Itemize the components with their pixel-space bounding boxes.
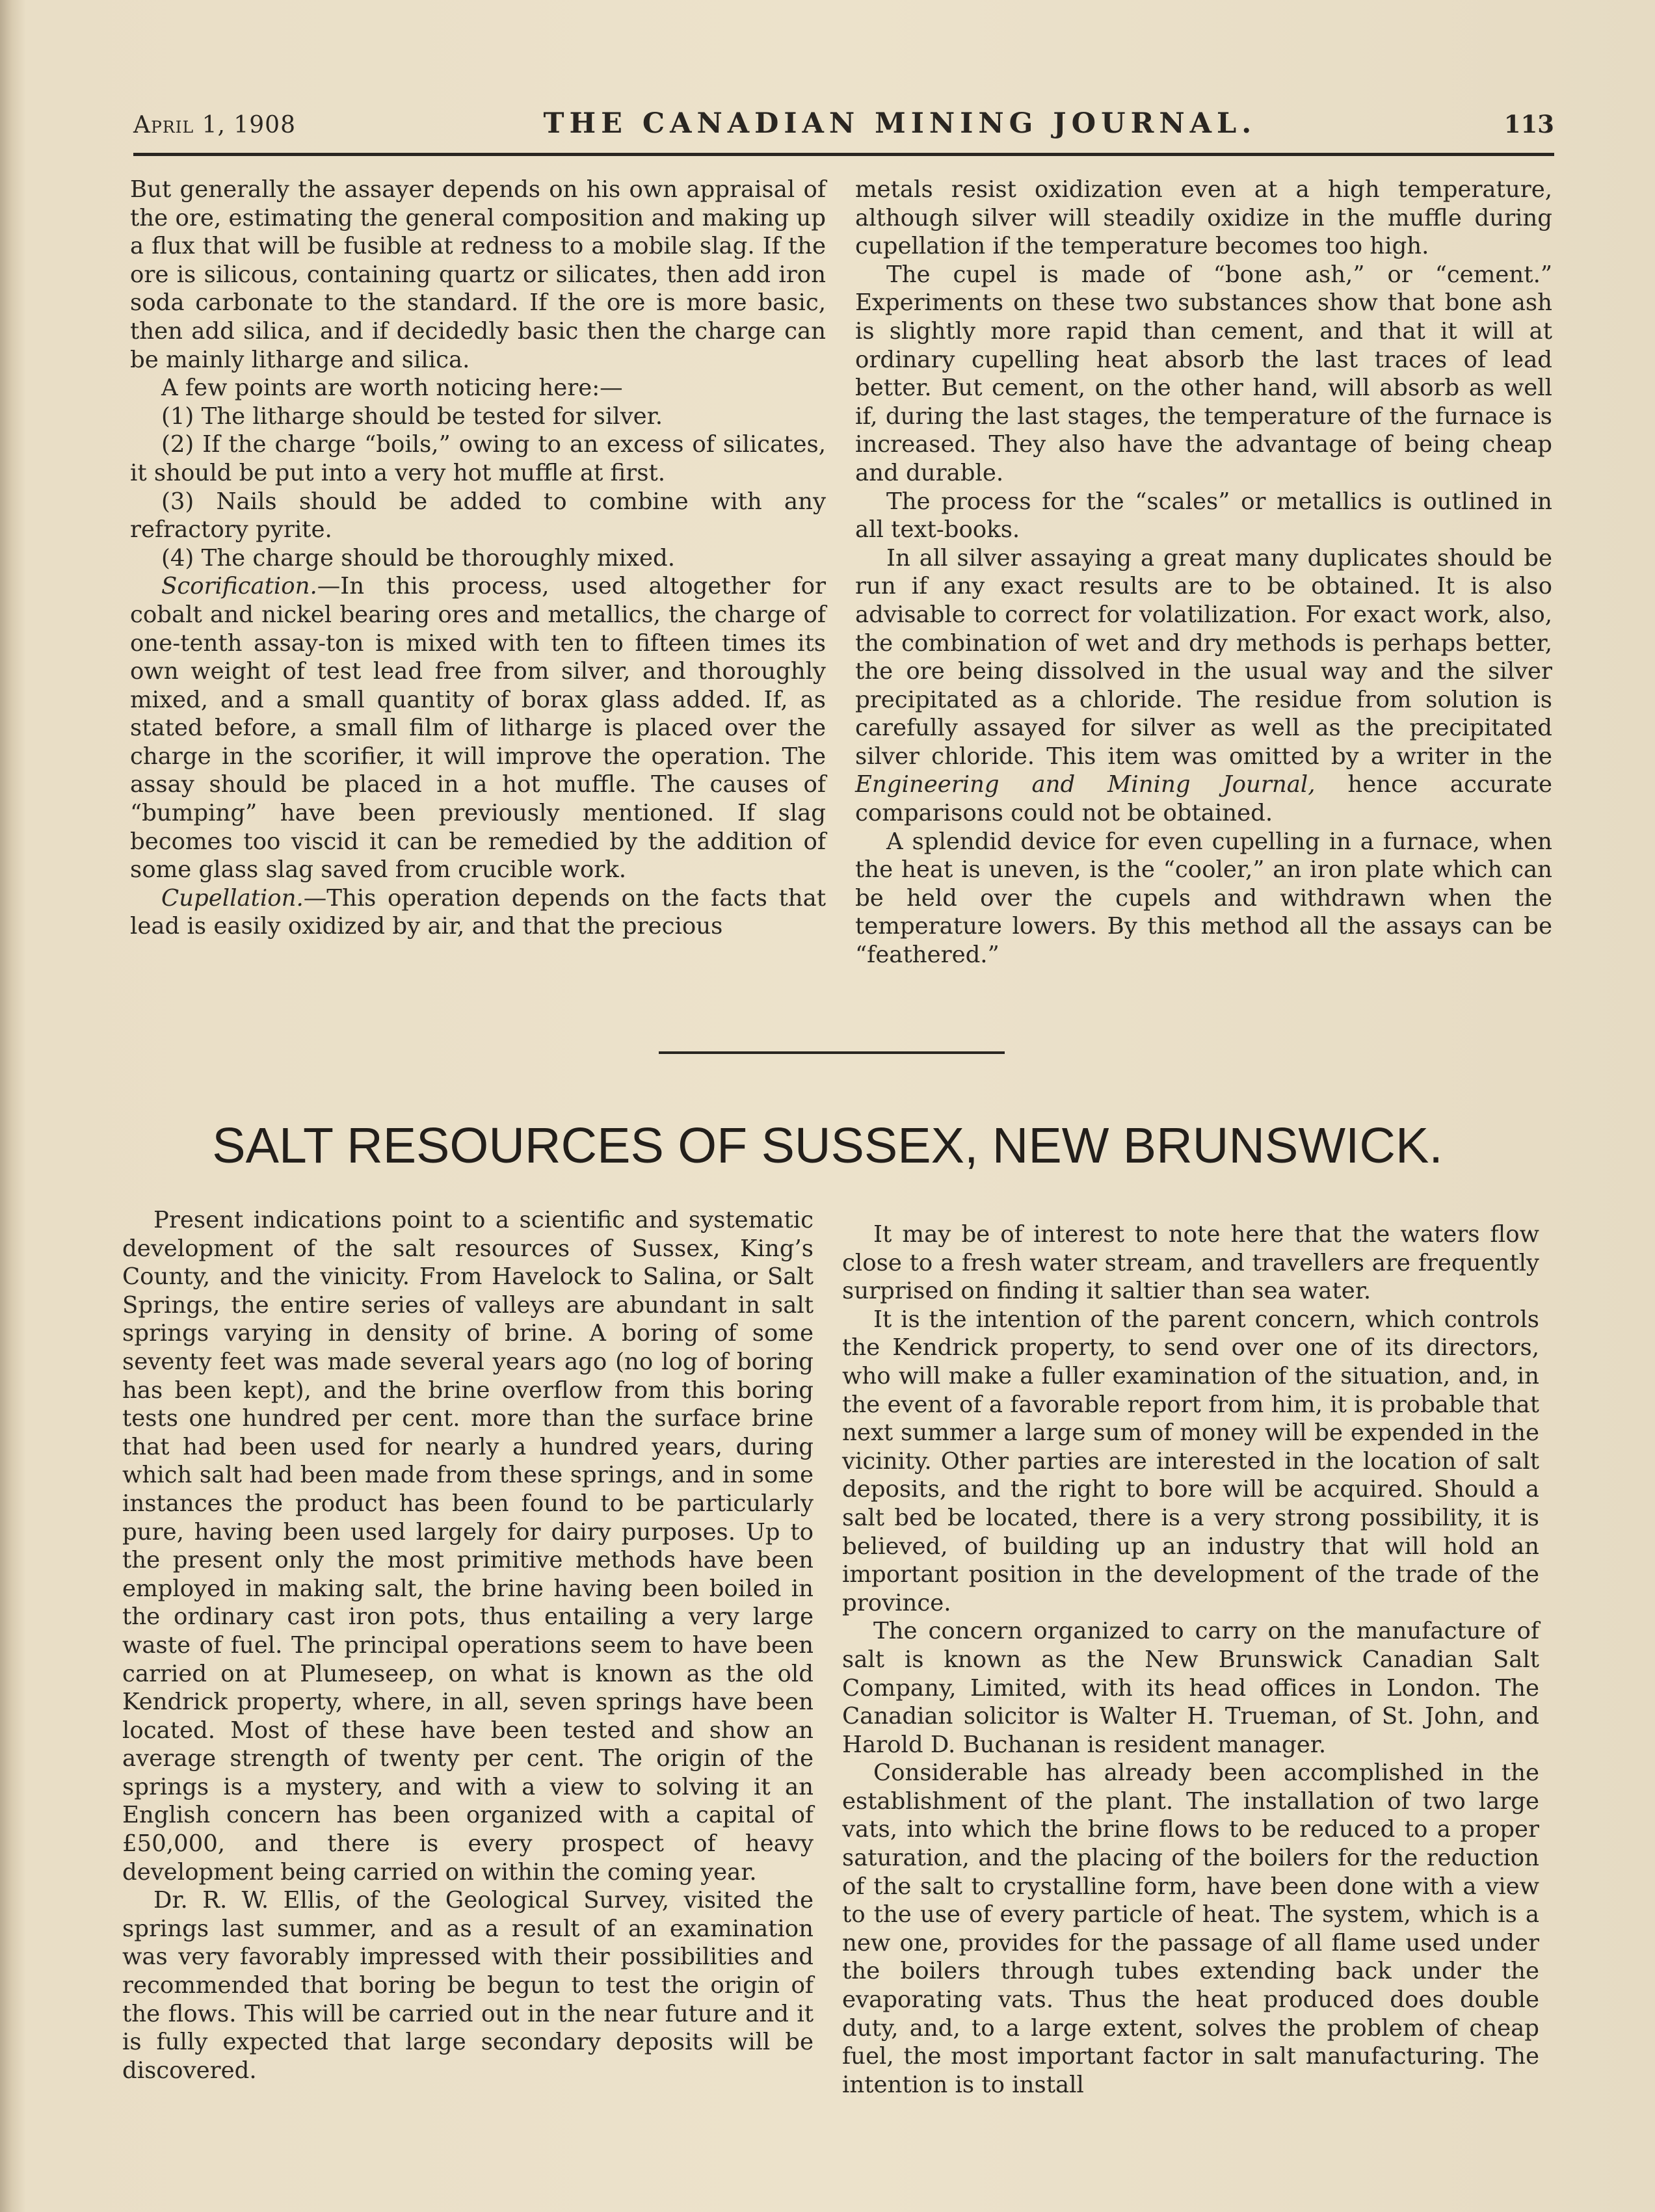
paragraph [130, 572, 826, 884]
paragraph: Present indications point to a scientific and systematic development of the salt resources of Sussex, King’s County, and the vinicity. From Havelock to Salina, or Salt Springs, the entire series of valleys are abundant in salt springs varying in density of brine. A boring of some seventy feet was made several years ago (no log of boring has been kept), and the brine overflow from this boring tests one hundred per cent. more than the surface brine that had been used for nearly a hundred years, during which salt had been made from these springs, and in some instances the product has been found to be particularly pure, having been used largely for dairy purposes. Up to the present only the most primitive methods have been employed in making salt, the brine having been boiled in the ordinary cast iron pots, thus entailing a very large waste of fuel. The principal operations seem to have been carried on at Plumeseep, on what is known as the old Kendrick property, where, in all, seven springs have been located. Most of these have been tested and show an average strength of twenty per cent. The origin of the springs is a mystery, and with a view to solving it an English concern has been organized with a capital of £50,000, and there is every prospect of heavy development being carried on within the coming year. [122, 1207, 814, 1886]
paragraph: A splendid device for even cupelling in a furnace, when the heat is uneven, is the “cooler,” an iron plate which can be held over the cupels and withdrawn when the temperature lowers. By this method all the assays can be “feathered.” [855, 828, 1552, 969]
article-title: SALT RESOURCES OF SUSSEX, NEW BRUNSWICK. [212, 1118, 1443, 1174]
assaying-column-right [855, 176, 1552, 969]
paragraph: The cupel is made of “bone ash,” or “cement.” Experiments on these two substances show that bone ash is slightly more rapid than cement, and that it will at ordinary cupelling heat absorb the last traces of lead better. But cement, on the other hand, will absorb as well if, during the last stages, the temperature of the furnace is increased. They also have the advantage of being cheap and durable. [855, 261, 1552, 486]
journal-reference: Engineering and Mining Journal, [855, 771, 1316, 798]
paragraph-text: In all silver assaying a great many duplicates should be run if any exact results are to be obtained. It is also advisable to correct for volatilization. For exact work, also, the combination of wet and dry methods is perhaps better, the ore being dissolved in the usual way and the silver precipitated as a chloride. The residue from solution is carefully assayed for silver as well as the precipitated silver chloride. This item was omitted by a writer in the [855, 544, 1552, 770]
list-item: (4) The charge should be thoroughly mixed. [161, 544, 676, 572]
journal-title: THE CANADIAN MINING JOURNAL. [543, 107, 1257, 140]
section-divider [659, 1051, 1005, 1054]
paragraph [130, 884, 826, 941]
paragraph: A few points are worth noticing here:— [161, 375, 623, 402]
paragraph: Dr. R. W. Ellis, of the Geological Survey, visited the springs last summer, and as a result of an examination was very favorably impressed with their possibilities and recommended that boring be begun to test the origin of the flows. This will be carried out in the near future and it is fully expected that large secondary deposits will be discovered. [122, 1887, 814, 2084]
list-item: (3) Nails should be added to combine with any refractory pyrite. [130, 488, 826, 544]
paragraph-text: hence accurate comparisons could not be obtained. [855, 771, 1553, 827]
issue-date: April 1, 1908 [133, 112, 296, 138]
paragraph-text: —In this process, used altogether for cobalt and nickel bearing ores and metallics, the charge of one-tenth assay-ton is mixed with ten to fifteen times its own weight of test lead free from silver, and thoroughly mixed, and a small quantity of borax glass added. If, as stated before, a small film of litharge is placed over the charge in the scorifier, it will improve the operation. The assay should be placed in a hot muffle. The causes of “bumping” have been previously mentioned. If slag becomes too viscid it can be remedied by the addition of some glass slag saved from crucible work. [130, 573, 826, 884]
running-header [133, 107, 1554, 156]
paragraph: metals resist oxidization even at a high temperature, although silver will steadily oxidize in the muffle during cupellation if the temperature becomes too high. [855, 176, 1552, 260]
paragraph: The concern organized to carry on the manufacture of salt is known as the New Brunswick Canadian Salt Company, Limited, with its head offices in London. The Canadian solicitor is Walter H. Trueman, of St. John, and Harold D. Buchanan is resident manager. [842, 1618, 1539, 1758]
paragraph: But generally the assayer depends on his own appraisal of the ore, estimating the general composition and making up a flux that will be fusible at redness to a mobile slag. If the ore is silicous, containing quartz or silicates, then add iron soda carbonate to the standard. If the ore is more basic, then add silica, and if decidedly basic then the charge can be mainly litharge and silica. [130, 176, 826, 373]
scorification-heading: Scorification. [161, 573, 317, 600]
paragraph [855, 544, 1552, 828]
page-number: 113 [1503, 110, 1554, 138]
assaying-column-left [130, 176, 826, 941]
paragraph-text: —This operation depends on the facts that lead is easily oxidized by air, and that the precious [130, 884, 826, 940]
salt-column-left [122, 1206, 814, 2085]
paragraph: The process for the “scales” or metallics is outlined in all text-books. [855, 488, 1552, 544]
list-item: (2) If the charge “boils,” owing to an excess of silicates, it should be put into a very hot muffle at first. [130, 431, 826, 486]
paragraph: It may be of interest to note here that the waters flow close to a fresh water stream, and travellers are frequently surprised on finding it saltier than sea water. [842, 1221, 1539, 1305]
cupellation-heading: Cupellation. [161, 884, 304, 912]
paragraph: It is the intention of the parent concern, which controls the Kendrick property, to send over one of its directors, who will make a fuller examination of the situation, and, in the event of a favorable report from him, it is probable that next summer a large sum of money will be expended in the vicinity. Other parties are interested in the location of salt deposits, and the right to bore will be acquired. Should a salt bed be located, there is a very strong possibility, it is believed, of building up an industry that will hold an important position in the development of the trade of the province. [842, 1306, 1539, 1616]
list-item: (1) The litharge should be tested for silver. [161, 402, 663, 430]
salt-column-right [842, 1220, 1539, 2099]
paragraph: Considerable has already been accomplished in the establishment of the plant. The installation of two large vats, into which the brine flows to be reduced to a proper saturation, and the placing of the boilers for the reduction of the salt to crystalline form, have been done with a view to the use of every particle of heat. The system, which is a new one, provides for the passage of all flame used under the boilers through tubes extending back under the evaporating vats. Thus the heat produced does double duty, and, to a large extent, solves the problem of cheap fuel, the most important factor in salt manufacturing. The intention is to install [842, 1759, 1539, 2098]
